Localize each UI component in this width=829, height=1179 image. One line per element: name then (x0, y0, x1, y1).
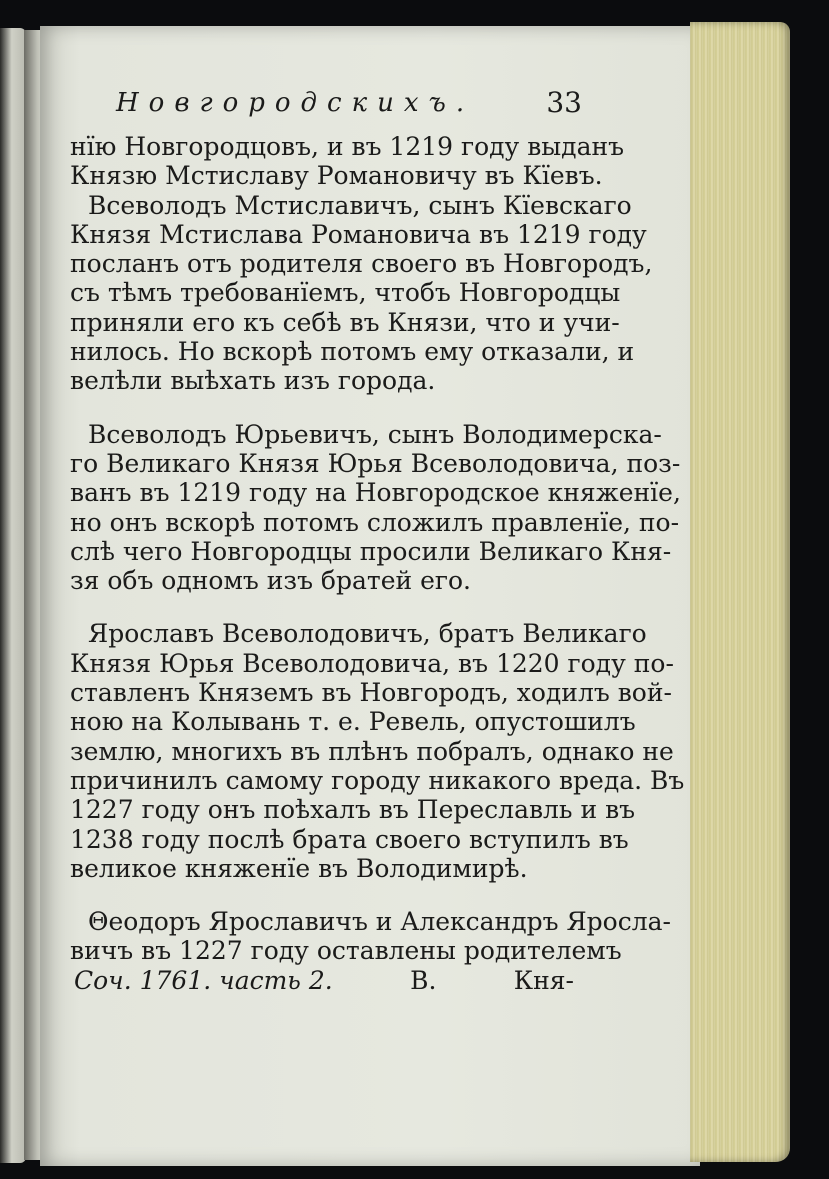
text-line: слѣ чего Новгородцы просили Великаго Кня- (70, 536, 672, 566)
text-line: ванъ въ 1219 году на Новгородское княженїе, (70, 478, 681, 508)
page-text (70, 82, 685, 995)
text-line: Всеволодъ Мстиславичъ, сынъ Кїевскаго (88, 190, 632, 220)
text-line: 1227 году онъ поѣхалъ въ Переславль и въ (70, 795, 636, 825)
signature-mark: В. (410, 965, 437, 995)
page-header (116, 82, 582, 132)
text-line: съ тѣмъ требованїемъ, чтобъ Новгородцы (70, 278, 621, 308)
paragraph-5 (70, 907, 671, 966)
paragraph-gap (70, 883, 580, 907)
text-line: 1238 году послѣ брата своего вступилъ въ (70, 824, 629, 854)
paragraph-gap (70, 396, 580, 420)
text-line: Князю Мстиславу Романовичу въ Кїевъ. (70, 161, 603, 191)
text-line: Князя Юрья Всеволодовича, въ 1220 году по- (70, 648, 674, 678)
text-line: велѣли выѣхать изъ города. (70, 366, 436, 396)
text-line: Θеодоръ Ярославичъ и Александръ Яросла- (88, 907, 671, 937)
text-line: го Великаго Князя Юрья Всеволодовича, поз- (70, 448, 681, 478)
text-line: нилось. Но вскорѣ потомъ ему отказали, и (70, 337, 635, 367)
paragraph-gap (70, 595, 580, 619)
text-line: приняли его къ себѣ въ Князи, что и учи- (70, 307, 620, 337)
left-page-edge (0, 28, 26, 1163)
paragraph-4 (70, 619, 685, 883)
text-line: вичъ въ 1227 году оставлены родителемъ (70, 936, 622, 966)
page-footer (70, 966, 574, 995)
text-line: причинилъ самому городу никакого вреда. Въ (70, 765, 685, 795)
paragraph-2 (70, 190, 653, 396)
text-line: посланъ отъ родителя своего въ Новгородъ, (70, 249, 653, 279)
text-line: Всеволодъ Юрьевичъ, сынъ Володимерска- (88, 419, 662, 449)
text-line: но онъ вскорѣ потомъ сложилъ правленїе, по- (70, 507, 680, 537)
catchword: Кня- (513, 965, 574, 995)
paragraph-1 (70, 132, 625, 191)
text-line: зя объ одномъ изъ братей его. (70, 566, 472, 596)
text-line: землю, многихъ въ плѣнъ побралъ, однако не (70, 736, 674, 766)
page-number: 33 (546, 86, 582, 119)
text-line: нїю Новгородцовъ, и въ 1219 году выданъ (70, 132, 625, 161)
paragraph-3 (70, 419, 681, 596)
text-line: великое княженїе въ Володимирѣ. (70, 853, 528, 883)
text-line: Ярославъ Всеволодовичъ, братъ Великаго (88, 619, 647, 649)
text-line: Князя Мстислава Романовича въ 1219 году (70, 219, 647, 249)
page-edges (690, 22, 790, 1162)
text-line: ставленъ Княземъ въ Новгородъ, ходилъ вой- (70, 678, 672, 708)
running-title: Новгородскихъ. (116, 88, 475, 118)
text-line: ною на Колывань т. е. Ревель, опустошилъ (70, 707, 636, 737)
signature-note: Соч. 1761. часть 2. (74, 965, 333, 995)
